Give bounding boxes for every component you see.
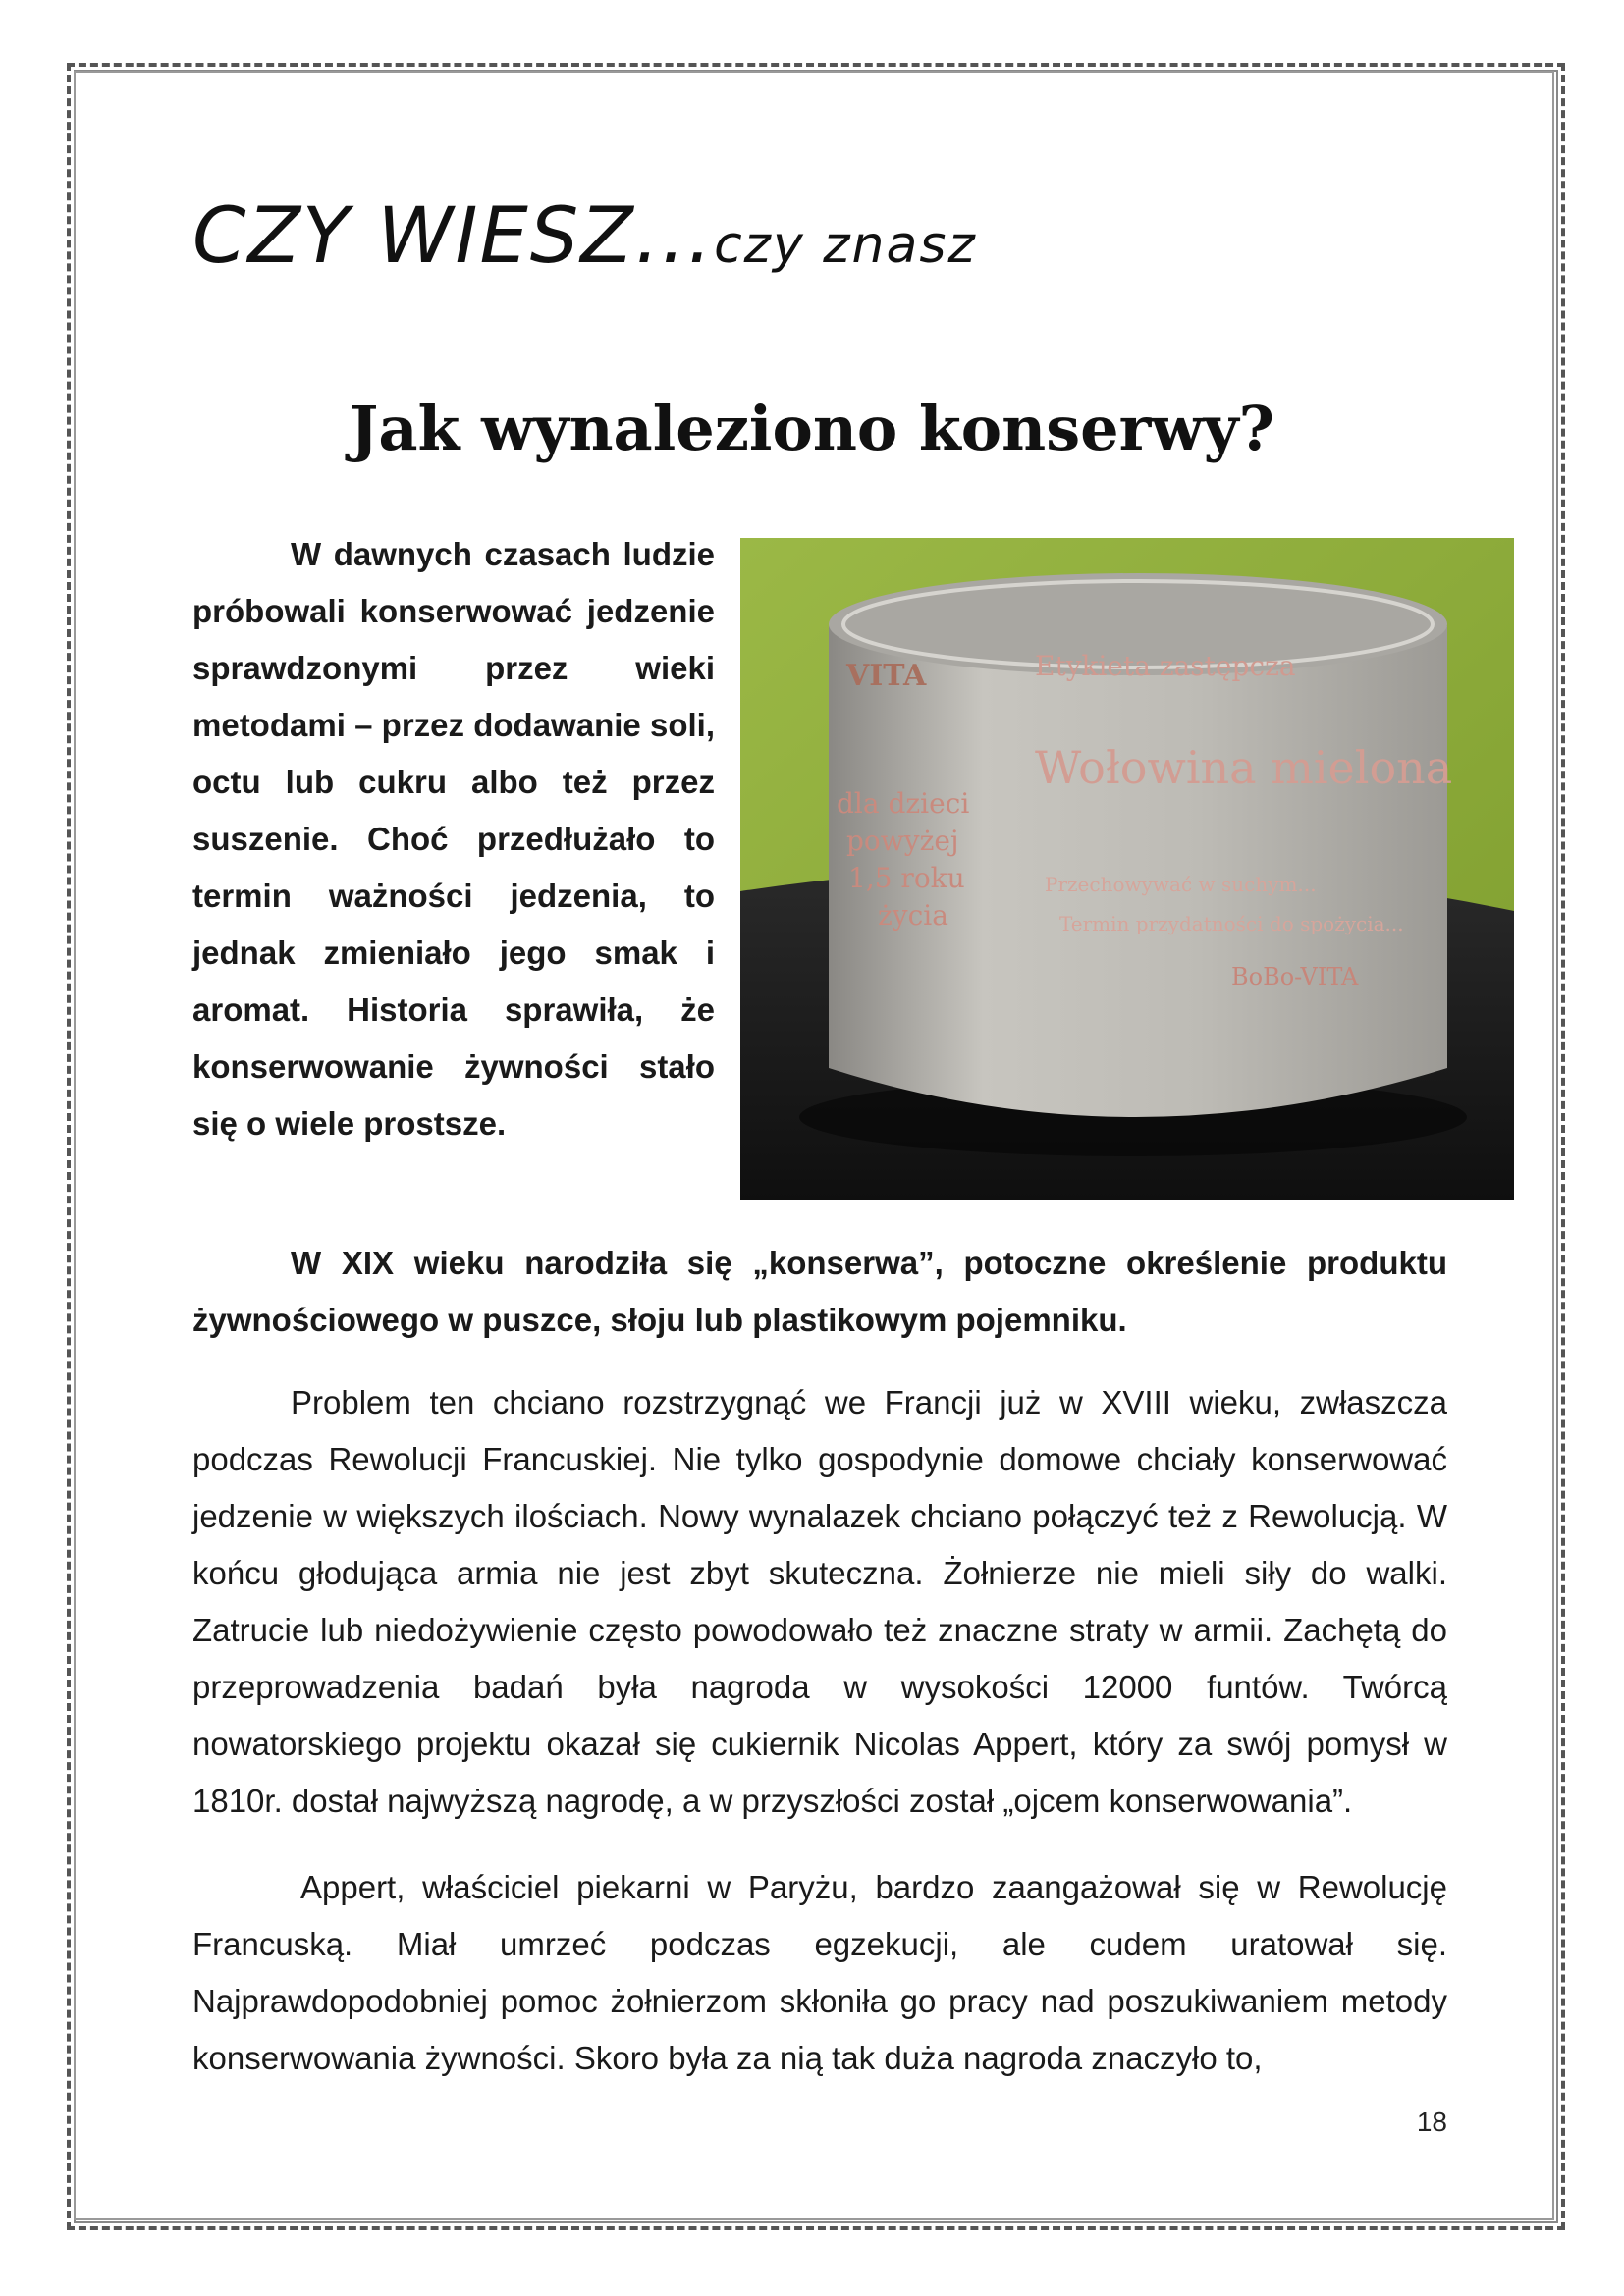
can-label-brand: BoBo-VITA xyxy=(1231,963,1359,990)
canned-meat-photo xyxy=(740,538,1514,1200)
can-label-left-3: 1,5 roku xyxy=(848,862,965,894)
can-label-small-2: Termin przydatności do spożycia... xyxy=(1059,912,1404,935)
can-label-left-4: życia xyxy=(878,899,948,932)
can-label-left-2: powyżej xyxy=(846,825,959,857)
article-title: Jak wynaleziono konserwy? xyxy=(350,393,1274,464)
can-label-left-0: VITA xyxy=(846,659,927,693)
intro-paragraph: W dawnych czasach ludzie próbowali konserwować jedzenie sprawdzonymi przez wieki metodami – przez dodawanie soli, octu lub cukru albo też przez suszenie. Choć przedłużało to termin ważności jedzenia, to jednak zmieniało jego smak i aromat. Historia sprawiła, że konserwowanie żywności stało się o wiele prostsze. xyxy=(192,536,715,1142)
can-label-small-1: Przechowywać w suchym... xyxy=(1045,873,1317,896)
paragraph-bold: W XIX wieku narodziła się „konserwa”, potoczne określenie produktu żywnościowego w puszce, słoju lub plastikowym pojemniku. xyxy=(192,1245,1447,1338)
section-label xyxy=(192,192,977,281)
page-number: 18 xyxy=(1416,2107,1447,2137)
paragraph-2: Problem ten chciano rozstrzygnąć we Francji już w XVIII wieku, zwłaszcza podczas Rewolucji Francuskiej. Nie tylko gospodynie domowe chciały konserwować jedzenie w większych ilościach. Nowy wynalazek chciano połączyć też z Rewolucją. W końcu głodująca armia nie jest zbyt skuteczna. Żołnierze nie mieli siły do walki. Zatrucie lub niedożywienie często powodowało też znaczne straty w armii. Zachętą do przeprowadzenia badań była nagroda w wysokości 12000 funtów. Twórcą nowatorskiego projektu okazał się cukiernik Nicolas Appert, który za swój pomysł w 1810r. dostał najwyższą nagrodę, a w przyszłości został „ojcem konserwowania”. xyxy=(192,1384,1447,1819)
section-label-main: CZY WIESZ... xyxy=(192,192,715,281)
paragraph-3: Appert, właściciel piekarni w Paryżu, bardzo zaangażował się w Rewolucję Francuską. Miał umrzeć podczas egzekucji, ale cudem uratował się. Najprawdopodobniej pomoc żołnierzom skłoniła go pracy nad poszukiwaniem metody konserwowania żywności. Skoro była za nią tak duża nagroda znaczyło to, xyxy=(192,1869,1447,2076)
can-label-top: Etykieta zastępcza xyxy=(1035,650,1296,682)
section-label-sub: czy znasz xyxy=(714,216,977,275)
can-label-main: Wołowina mielona xyxy=(1035,741,1453,794)
can-label-left-1: dla dzieci xyxy=(837,787,970,820)
